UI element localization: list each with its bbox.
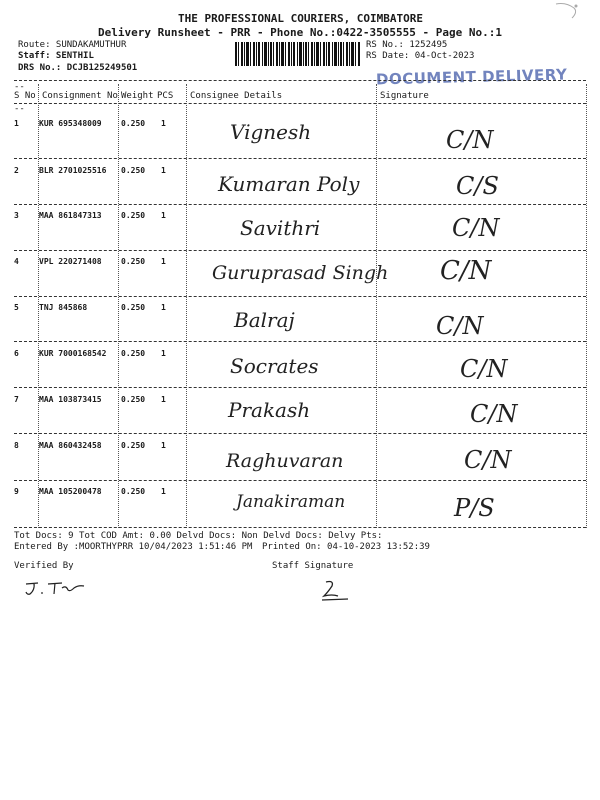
verified-by-label: Verified By	[14, 561, 74, 571]
barcode	[235, 42, 361, 66]
verifier-signature-icon	[22, 576, 92, 598]
rs-date: RS Date: 04-Oct-2023	[366, 51, 475, 61]
row-divider	[14, 527, 586, 528]
row-sno: 2	[14, 166, 19, 175]
row-sno: 7	[14, 395, 19, 404]
row-signature: P/S	[454, 494, 495, 522]
row-divider	[14, 204, 586, 205]
staff-signature-icon	[318, 578, 358, 604]
col-header-pcs: PCS	[157, 91, 174, 101]
row-signature: C/N	[446, 126, 494, 154]
row-signature: C/N	[452, 214, 500, 242]
drs-number: DRS No.: DCJB125249501	[18, 63, 138, 73]
row-consignee-name: Vignesh	[230, 120, 312, 144]
totals-line: Tot Docs: 9 Tot COD Amt: 0.00 Delvd Docs: Non Delvd Docs: Delvy Pts:	[14, 531, 383, 541]
col-header-weight: Weight	[121, 91, 154, 101]
row-weight: 0.250	[121, 395, 146, 404]
row-signature: C/N	[464, 446, 512, 474]
row-pcs: 1	[161, 257, 166, 266]
dash-marker: --	[14, 82, 25, 92]
row-divider	[14, 341, 586, 342]
row-weight: 0.250	[121, 119, 146, 128]
row-sno: 4	[14, 257, 19, 266]
entered-by: Entered By :MOORTHYPRR 10/04/2023 1:51:46 PM	[14, 542, 253, 552]
printed-on: Printed On: 04-10-2023 13:52:39	[262, 542, 430, 552]
row-pcs: 1	[161, 211, 166, 220]
row-signature: C/N	[460, 355, 508, 383]
row-sno: 6	[14, 349, 19, 358]
route-label: Route: SUNDAKAMUTHUR	[18, 40, 127, 50]
row-weight: 0.250	[121, 441, 146, 450]
row-divider	[14, 387, 586, 388]
col-separator	[586, 84, 587, 528]
staff-signature-label: Staff Signature	[272, 561, 354, 571]
row-signature: C/S	[456, 172, 499, 200]
row-divider	[14, 158, 586, 159]
col-header-sno: S No	[14, 91, 36, 101]
dash-marker: --	[14, 104, 25, 114]
row-consignee-name: Socrates	[230, 354, 319, 378]
runsheet-subtitle: Delivery Runsheet - PRR - Phone No.:0422-3505555 - Page No.:1	[98, 26, 502, 39]
row-divider	[14, 250, 586, 251]
row-consignment: MAA 103873415	[39, 395, 102, 404]
col-separator	[186, 84, 187, 528]
row-weight: 0.250	[121, 257, 146, 266]
row-weight: 0.250	[121, 349, 146, 358]
col-header-details: Consignee Details	[190, 91, 283, 101]
header-divider-top	[14, 80, 586, 81]
row-signature: C/N	[440, 256, 492, 286]
row-weight: 0.250	[121, 211, 146, 220]
row-consignment: VPL 220271408	[39, 257, 102, 266]
corner-mark-icon	[552, 0, 582, 24]
company-name: THE PROFESSIONAL COURIERS, COIMBATORE	[178, 12, 424, 25]
row-consignment: MAA 861847313	[39, 211, 102, 220]
row-weight: 0.250	[121, 166, 146, 175]
header-divider-bottom	[14, 103, 586, 104]
row-consignment: TNJ 845868	[39, 303, 88, 312]
col-header-consignment: Consignment No	[42, 91, 118, 101]
row-divider	[14, 433, 586, 434]
row-consignee-name: Savithri	[240, 216, 321, 240]
row-sno: 1	[14, 119, 19, 128]
rs-number: RS No.: 1252495	[366, 40, 448, 50]
row-consignment: MAA 860432458	[39, 441, 102, 450]
row-pcs: 1	[161, 441, 166, 450]
row-consignee-name: Janakiraman	[236, 492, 346, 512]
row-pcs: 1	[161, 119, 166, 128]
row-consignee-name: Kumaran Poly	[218, 172, 360, 196]
col-separator	[118, 84, 119, 528]
row-sno: 9	[14, 487, 19, 496]
row-consignment: KUR 695348009	[39, 119, 102, 128]
row-divider	[14, 296, 586, 297]
row-pcs: 1	[161, 349, 166, 358]
row-consignee-name: Balraj	[234, 308, 295, 332]
row-consignment: KUR 7000168542	[39, 349, 107, 358]
row-consignment: BLR 2701025516	[39, 166, 107, 175]
col-header-signature: Signature	[380, 91, 429, 101]
row-signature: C/N	[470, 400, 518, 428]
row-consignee-name: Raghuvaran	[226, 450, 344, 472]
row-pcs: 1	[161, 166, 166, 175]
row-consignee-name: Guruprasad Singh	[212, 262, 389, 284]
row-pcs: 1	[161, 395, 166, 404]
row-weight: 0.250	[121, 487, 146, 496]
document-delivery-stamp: DOCUMENT DELIVERY	[375, 65, 568, 89]
staff-label: Staff: SENTHIL	[18, 51, 94, 61]
col-separator	[376, 84, 377, 528]
row-pcs: 1	[161, 303, 166, 312]
row-consignee-name: Prakash	[228, 398, 311, 422]
row-pcs: 1	[161, 487, 166, 496]
row-signature: C/N	[436, 312, 484, 340]
row-sno: 5	[14, 303, 19, 312]
row-consignment: MAA 105200478	[39, 487, 102, 496]
row-weight: 0.250	[121, 303, 146, 312]
row-divider	[14, 480, 586, 481]
row-sno: 8	[14, 441, 19, 450]
row-sno: 3	[14, 211, 19, 220]
